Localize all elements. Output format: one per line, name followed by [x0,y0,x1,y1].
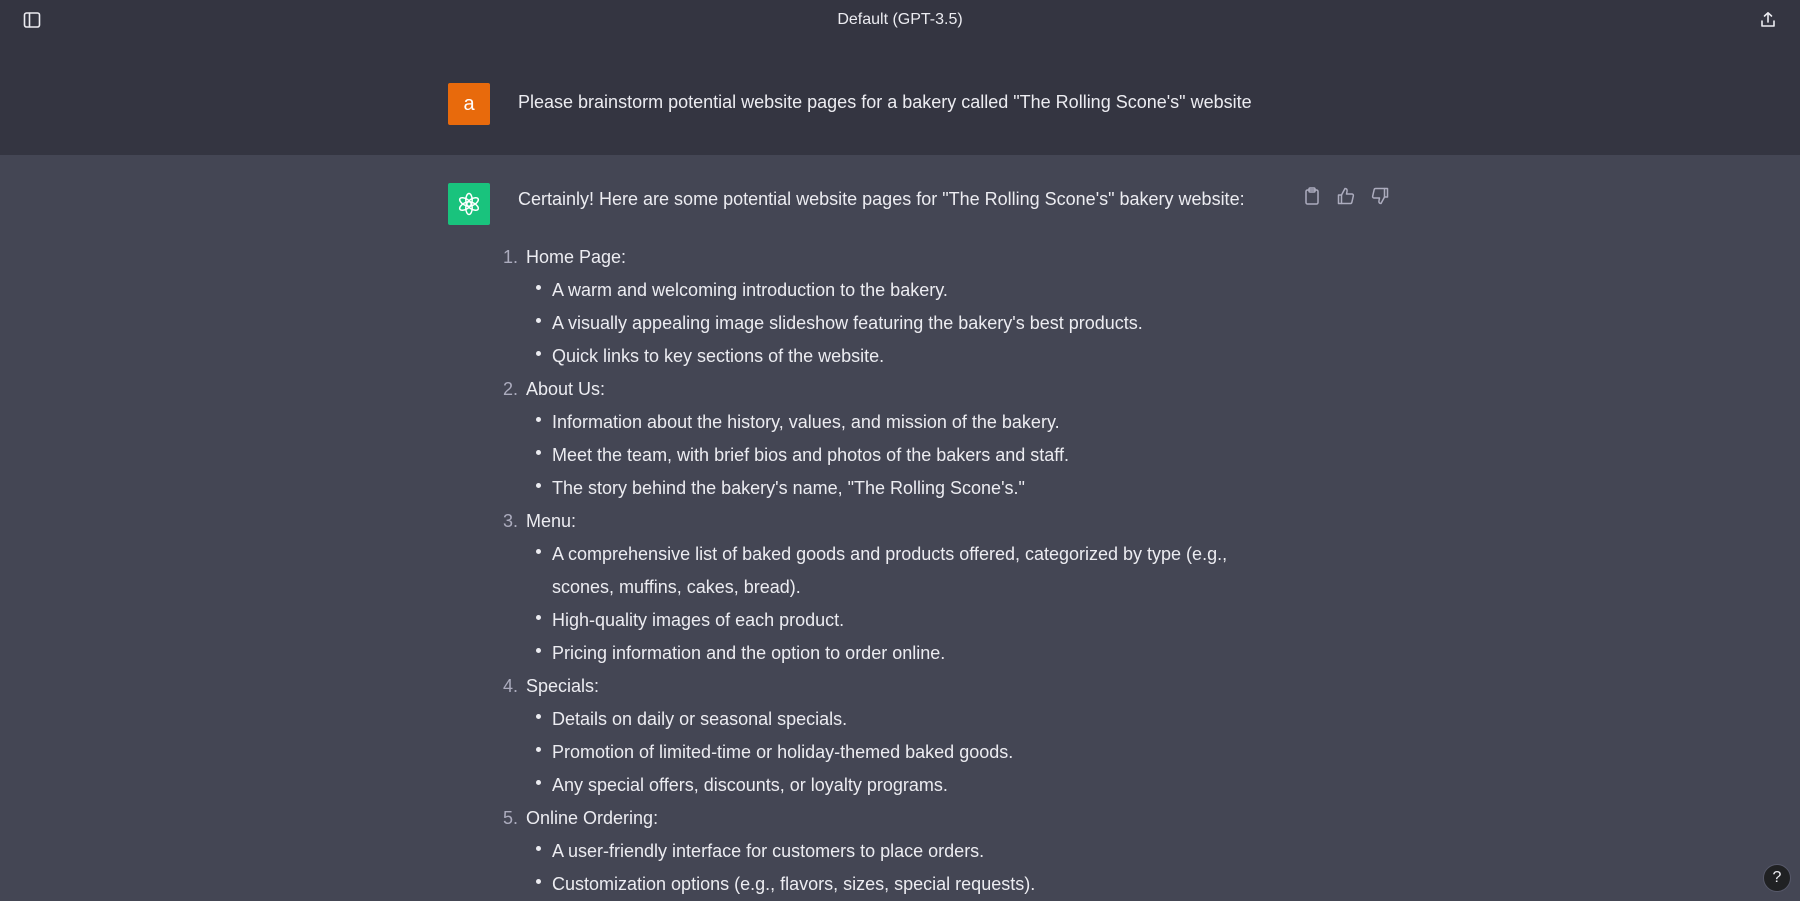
list-number: 3. [502,511,518,531]
bullet-item: Pricing information and the option to order online. [526,637,1300,670]
conversation-title: Default (GPT-3.5) [837,11,963,28]
bullet-item: A comprehensive list of baked goods and products offered, categorized by type (e.g., scones, muffins, cakes, bread). [526,538,1286,604]
share-button[interactable] [1756,8,1780,32]
thumbs-down-icon [1371,187,1389,205]
list-item-title: Specials: [526,676,600,696]
bullet-item: Any special offers, discounts, or loyalty programs. [526,769,1300,802]
top-bar [0,0,1800,40]
assistant-intro-text: Certainly! Here are some potential website pages for "The Rolling Scone's" bakery website: [518,189,1245,209]
bullet-item: The story behind the bakery's name, "The Rolling Scone's." [526,472,1300,505]
copy-button[interactable] [1302,186,1322,206]
thumbs-down-button[interactable] [1370,186,1390,206]
bullet-item: A warm and welcoming introduction to the bakery. [526,274,1300,307]
list-item [500,505,1300,670]
website-pages-list [500,241,1300,901]
sidebar-toggle-button[interactable] [20,8,44,32]
list-item-title: Home Page: [526,247,627,267]
list-item [500,802,1300,901]
list-number: 1. [502,247,518,267]
help-button[interactable]: ? [1763,864,1791,892]
openai-logo-icon [457,192,481,216]
list-item-title: Online Ordering: [526,808,659,828]
bullet-item: A user-friendly interface for customers to place orders. [526,835,1300,868]
user-message [0,40,1800,155]
list-item [500,670,1300,802]
list-number: 4. [502,676,518,696]
user-avatar: a [448,83,490,125]
bullet-item: A visually appealing image slideshow featuring the bakery's best products. [526,307,1300,340]
share-icon [1759,11,1777,29]
message-actions [1302,186,1390,206]
list-item [500,373,1300,505]
list-item-title: About Us: [526,379,606,399]
list-item-title: Menu: [526,511,577,531]
list-number: 5. [502,808,518,828]
bullet-item: Meet the team, with brief bios and photos of the bakers and staff. [526,439,1300,472]
copy-icon [1304,187,1320,205]
thumbs-up-icon [1337,187,1355,205]
bullet-item: Information about the history, values, and mission of the bakery. [526,406,1300,439]
assistant-message [0,155,1800,900]
bullet-item: Quick links to key sections of the website. [526,340,1300,373]
sidebar-toggle-icon [23,11,41,29]
bullet-item: High-quality images of each product. [526,604,1300,637]
bullet-item: Promotion of limited-time or holiday-themed baked goods. [526,736,1300,769]
thumbs-up-button[interactable] [1336,186,1356,206]
user-message-text: Please brainstorm potential website pages for a bakery called "The Rolling Scone's" website [518,92,1252,112]
bullet-item: Details on daily or seasonal specials. [526,703,1300,736]
list-number: 2. [502,379,518,399]
assistant-avatar [448,183,490,225]
bullet-item: Customization options (e.g., flavors, sizes, special requests). [526,868,1300,901]
list-item [500,241,1300,373]
